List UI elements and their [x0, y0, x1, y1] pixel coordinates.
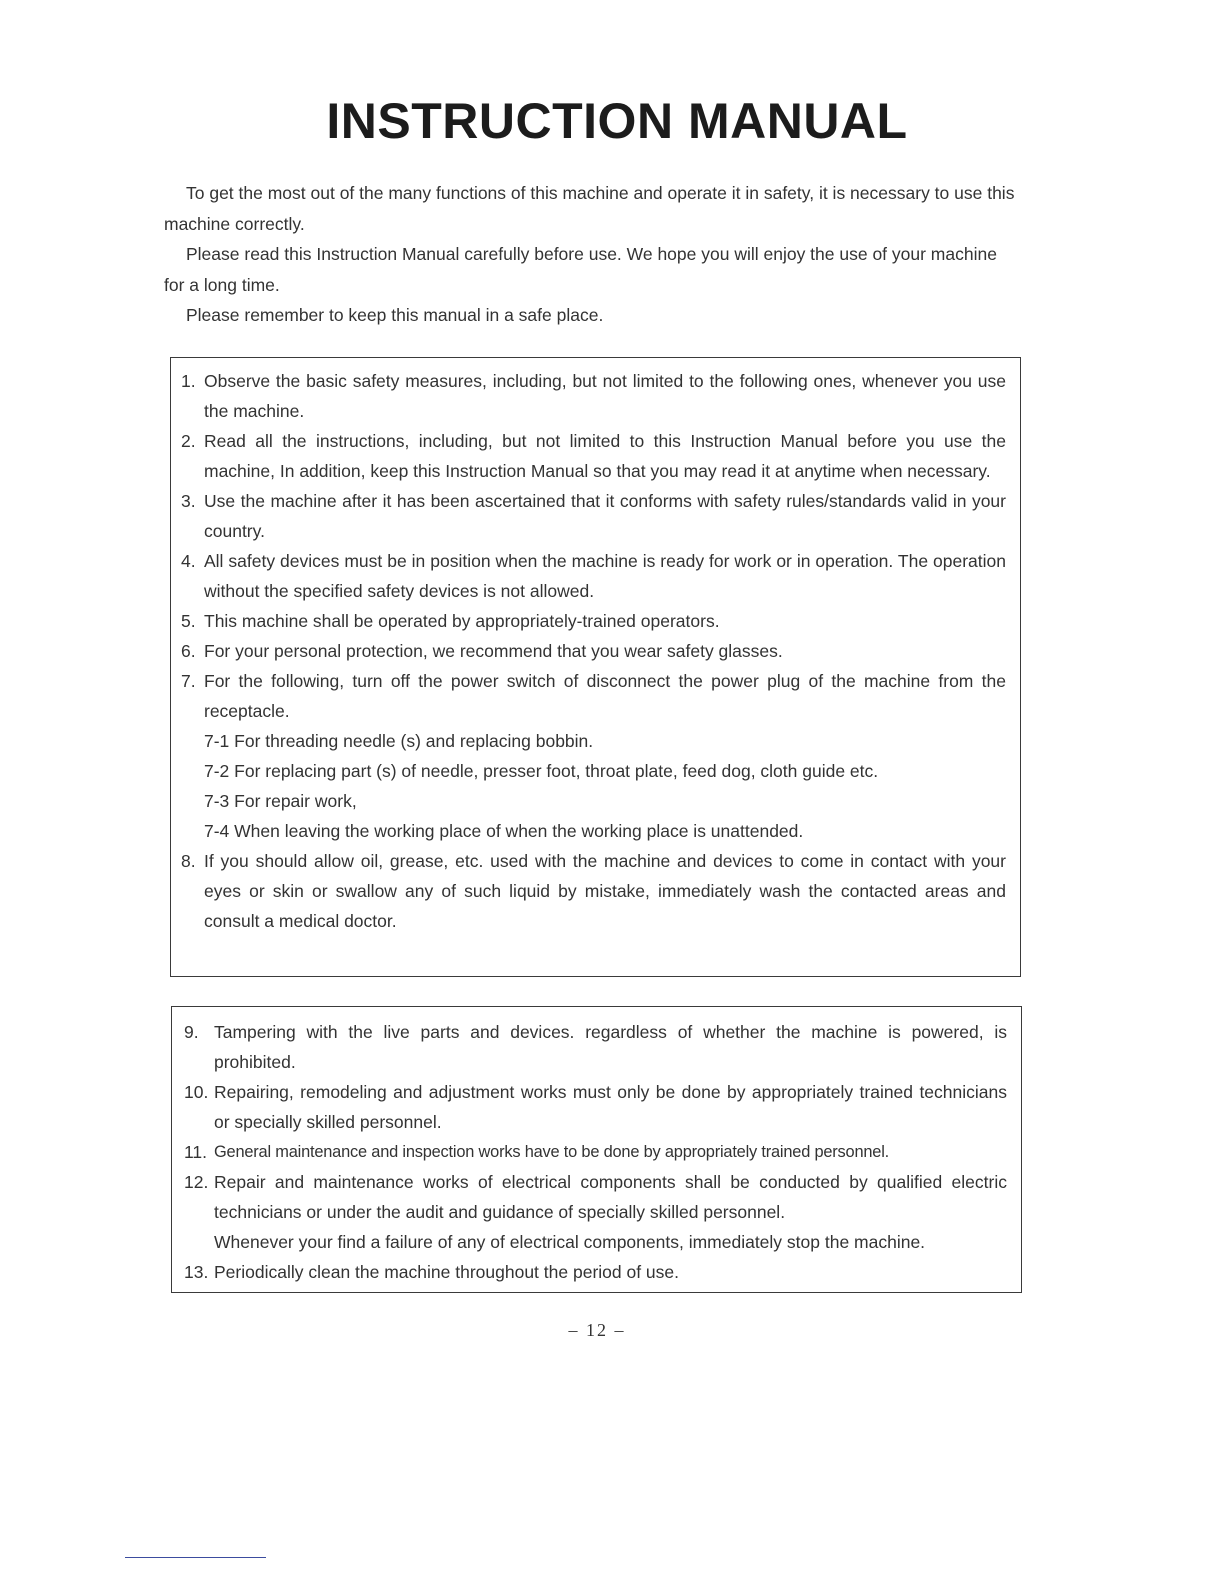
safety-box-1	[170, 357, 1021, 977]
item-text: Repair and maintenance works of electrical components shall be conducted by qualified electric technicians or under the audit and guidance of specially skilled personnel.	[214, 1172, 1007, 1222]
item-text: For your personal protection, we recommend that you wear safety glasses.	[204, 641, 783, 661]
item-text: If you should allow oil, grease, etc. used with the machine and devices to come in contact with your eyes or skin or swallow any of such liquid by mistake, immediately wash the contacted areas and consult a medical doctor.	[204, 851, 1006, 931]
safety-note: Whenever your find a failure of any of electrical components, immediately stop the machine.	[214, 1232, 926, 1252]
safety-subitem: 7-3 For repair work,	[204, 791, 357, 811]
safety-subitem: 7-4 When leaving the working place of when the working place is unattended.	[204, 821, 804, 841]
safety-item	[181, 426, 1006, 486]
safety-item	[181, 606, 1006, 636]
item-number: 3.	[181, 491, 196, 511]
item-text: General maintenance and inspection works have to be done by appropriately trained personnel.	[214, 1143, 890, 1161]
safety-item	[181, 546, 1006, 606]
item-number: 11.	[184, 1142, 208, 1162]
safety-item	[184, 1257, 1007, 1287]
safety-item	[184, 1077, 1007, 1137]
item-number: 7.	[181, 671, 196, 691]
item-text: Observe the basic safety measures, including, but not limited to the following ones, whenever you use the machine.	[204, 371, 1006, 421]
safety-item	[181, 846, 1006, 936]
intro-paragraph: To get the most out of the many functions of this machine and operate it in safety, it is necessary to use this machine correctly.	[164, 183, 1015, 234]
safety-item	[181, 666, 1006, 726]
item-number: 10.	[184, 1082, 209, 1102]
safety-subitem: 7-2 For replacing part (s) of needle, presser foot, throat plate, feed dog, cloth guide etc.	[204, 761, 879, 781]
safety-subitem: 7-1 For threading needle (s) and replacing bobbin.	[204, 731, 594, 751]
footer-rule	[125, 1557, 266, 1558]
safety-item	[184, 1167, 1007, 1227]
item-text: All safety devices must be in position when the machine is ready for work or in operation. The operation without the specified safety devices is not allowed.	[204, 551, 1006, 601]
item-text: For the following, turn off the power switch of disconnect the power plug of the machine from the receptacle.	[204, 671, 1006, 721]
safety-item	[181, 486, 1006, 546]
item-text: Use the machine after it has been ascertained that it conforms with safety rules/standards valid in your country.	[204, 491, 1006, 541]
item-number: 1.	[181, 371, 196, 391]
item-text: Repairing, remodeling and adjustment works must only be done by appropriately trained technicians or specially skilled personnel.	[214, 1082, 1007, 1132]
safety-item	[181, 636, 1006, 666]
item-text: Read all the instructions, including, but not limited to this Instruction Manual before you use the machine, In addition, keep this Instruction Manual so that you may read it at anytime when necessary.	[204, 431, 1006, 481]
item-text: This machine shall be operated by appropriately-trained operators.	[204, 611, 720, 631]
item-number: 2.	[181, 431, 196, 451]
intro-text	[164, 178, 1022, 331]
safety-item	[181, 366, 1006, 426]
item-number: 9.	[184, 1022, 199, 1042]
safety-item	[184, 1137, 1007, 1167]
intro-paragraph: Please read this Instruction Manual carefully before use. We hope you will enjoy the use of your machine for a long time.	[164, 244, 997, 295]
item-number: 8.	[181, 851, 196, 871]
item-number: 6.	[181, 641, 196, 661]
item-number: 13.	[184, 1262, 209, 1282]
safety-item	[184, 1017, 1007, 1077]
intro-paragraph: Please remember to keep this manual in a safe place.	[186, 305, 604, 325]
page-title: INSTRUCTION MANUAL	[326, 93, 908, 149]
item-number: 12.	[184, 1172, 209, 1192]
item-text: Periodically clean the machine throughout the period of use.	[214, 1262, 680, 1282]
page-number: – 12 –	[568, 1320, 626, 1340]
item-text: Tampering with the live parts and devices. regardless of whether the machine is powered, is prohibited.	[214, 1022, 1007, 1072]
item-number: 5.	[181, 611, 196, 631]
safety-box-2	[171, 1006, 1022, 1293]
item-number: 4.	[181, 551, 196, 571]
